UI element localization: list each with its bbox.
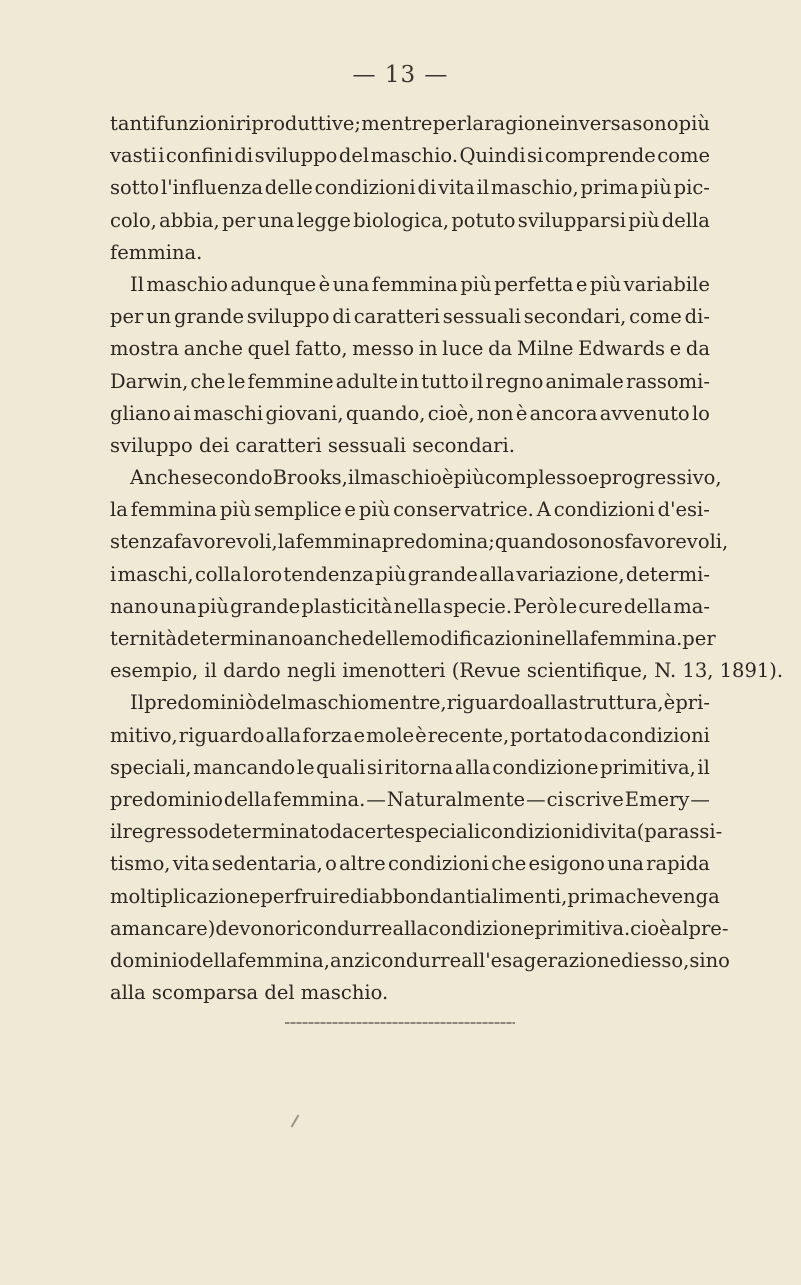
text-line: ternità determinano anche delle modificazioni nella femmina. per [110,627,716,650]
text-line: sviluppo dei caratteri sessuali secondari. [110,433,515,457]
text-line: a mancare) devono ricondurre alla condizione primitiva. cioè al pre- [110,916,729,940]
text-line: nano una più grande plasticità nella specie. Però le cure della ma- [110,594,710,618]
text-line: i maschi, colla loro tendenza più grande alla variazione, determi- [110,562,710,586]
text-line: Darwin, che le femmine adulte in tutto il regno animale rassomi- [110,369,710,393]
text-line: la femmina più semplice e più conservatrice. A condizioni d'esi- [110,498,710,522]
body-text [110,108,784,1009]
text-line: moltiplicazione per fruire di abbondanti alimenti, prima che venga [110,884,720,908]
text-line: alla scomparsa del maschio. [110,981,389,1005]
section-rule [285,1022,515,1024]
text-line: Il maschio adunque è una femmina più perfetta e più variabile [130,272,710,296]
text-line: tismo, vita sedentaria, o altre condizioni che esigono una rapida [110,852,710,876]
text-line: stenza favorevoli, la femmina predomina; quando sono sfavorevoli, [110,530,729,554]
page-number: — 13 — [352,62,449,88]
text-line: gliano ai maschi giovani, quando, cioè, non è ancora avvenuto lo [110,401,710,425]
text-line: speciali, mancando le quali si ritorna alla condizione primitiva, il [110,755,710,779]
text-line: Il predominiò del maschio mentre, riguardo alla struttura, è pri- [130,691,710,715]
text-line: vasti i confini di sviluppo del maschio. Quindi si comprende come [110,144,710,168]
text-line: sotto l'influenza delle condizioni di vita il maschio, prima più pic- [110,176,710,200]
text-line: tanti funzioni riproduttive; mentre per la ragione inversa sono più [110,112,710,135]
text-line: dominio della femmina, anzi condurre all'esagerazione di esso, sino [110,948,730,972]
text-line: mostra anche quel fatto, messo in luce da Milne Edwards e da [110,337,710,361]
text-line: femmina. [110,240,203,264]
text-line: mitivo, riguardo alla forza e mole è recente, portato da condizioni [110,723,710,747]
text-line: esempio, il dardo negli imenotteri (Revue scientifique, N. 13, 1891). [110,659,784,683]
text-line: colo, abbia, per una legge biologica, potuto svilupparsi più della [110,208,710,232]
text-line: il regresso determinato da certe speciali condizioni di vita (parassi- [110,820,723,844]
stray-mark [291,1114,300,1127]
text-line: Anche secondo Brooks, il maschio è più complesso e progressivo, [130,466,722,490]
text-line: per un grande sviluppo di caratteri sessuali secondari, come di- [110,305,710,329]
text-line: predominio della femmina. — Naturalmente — ci scrive Emery — [110,787,710,811]
